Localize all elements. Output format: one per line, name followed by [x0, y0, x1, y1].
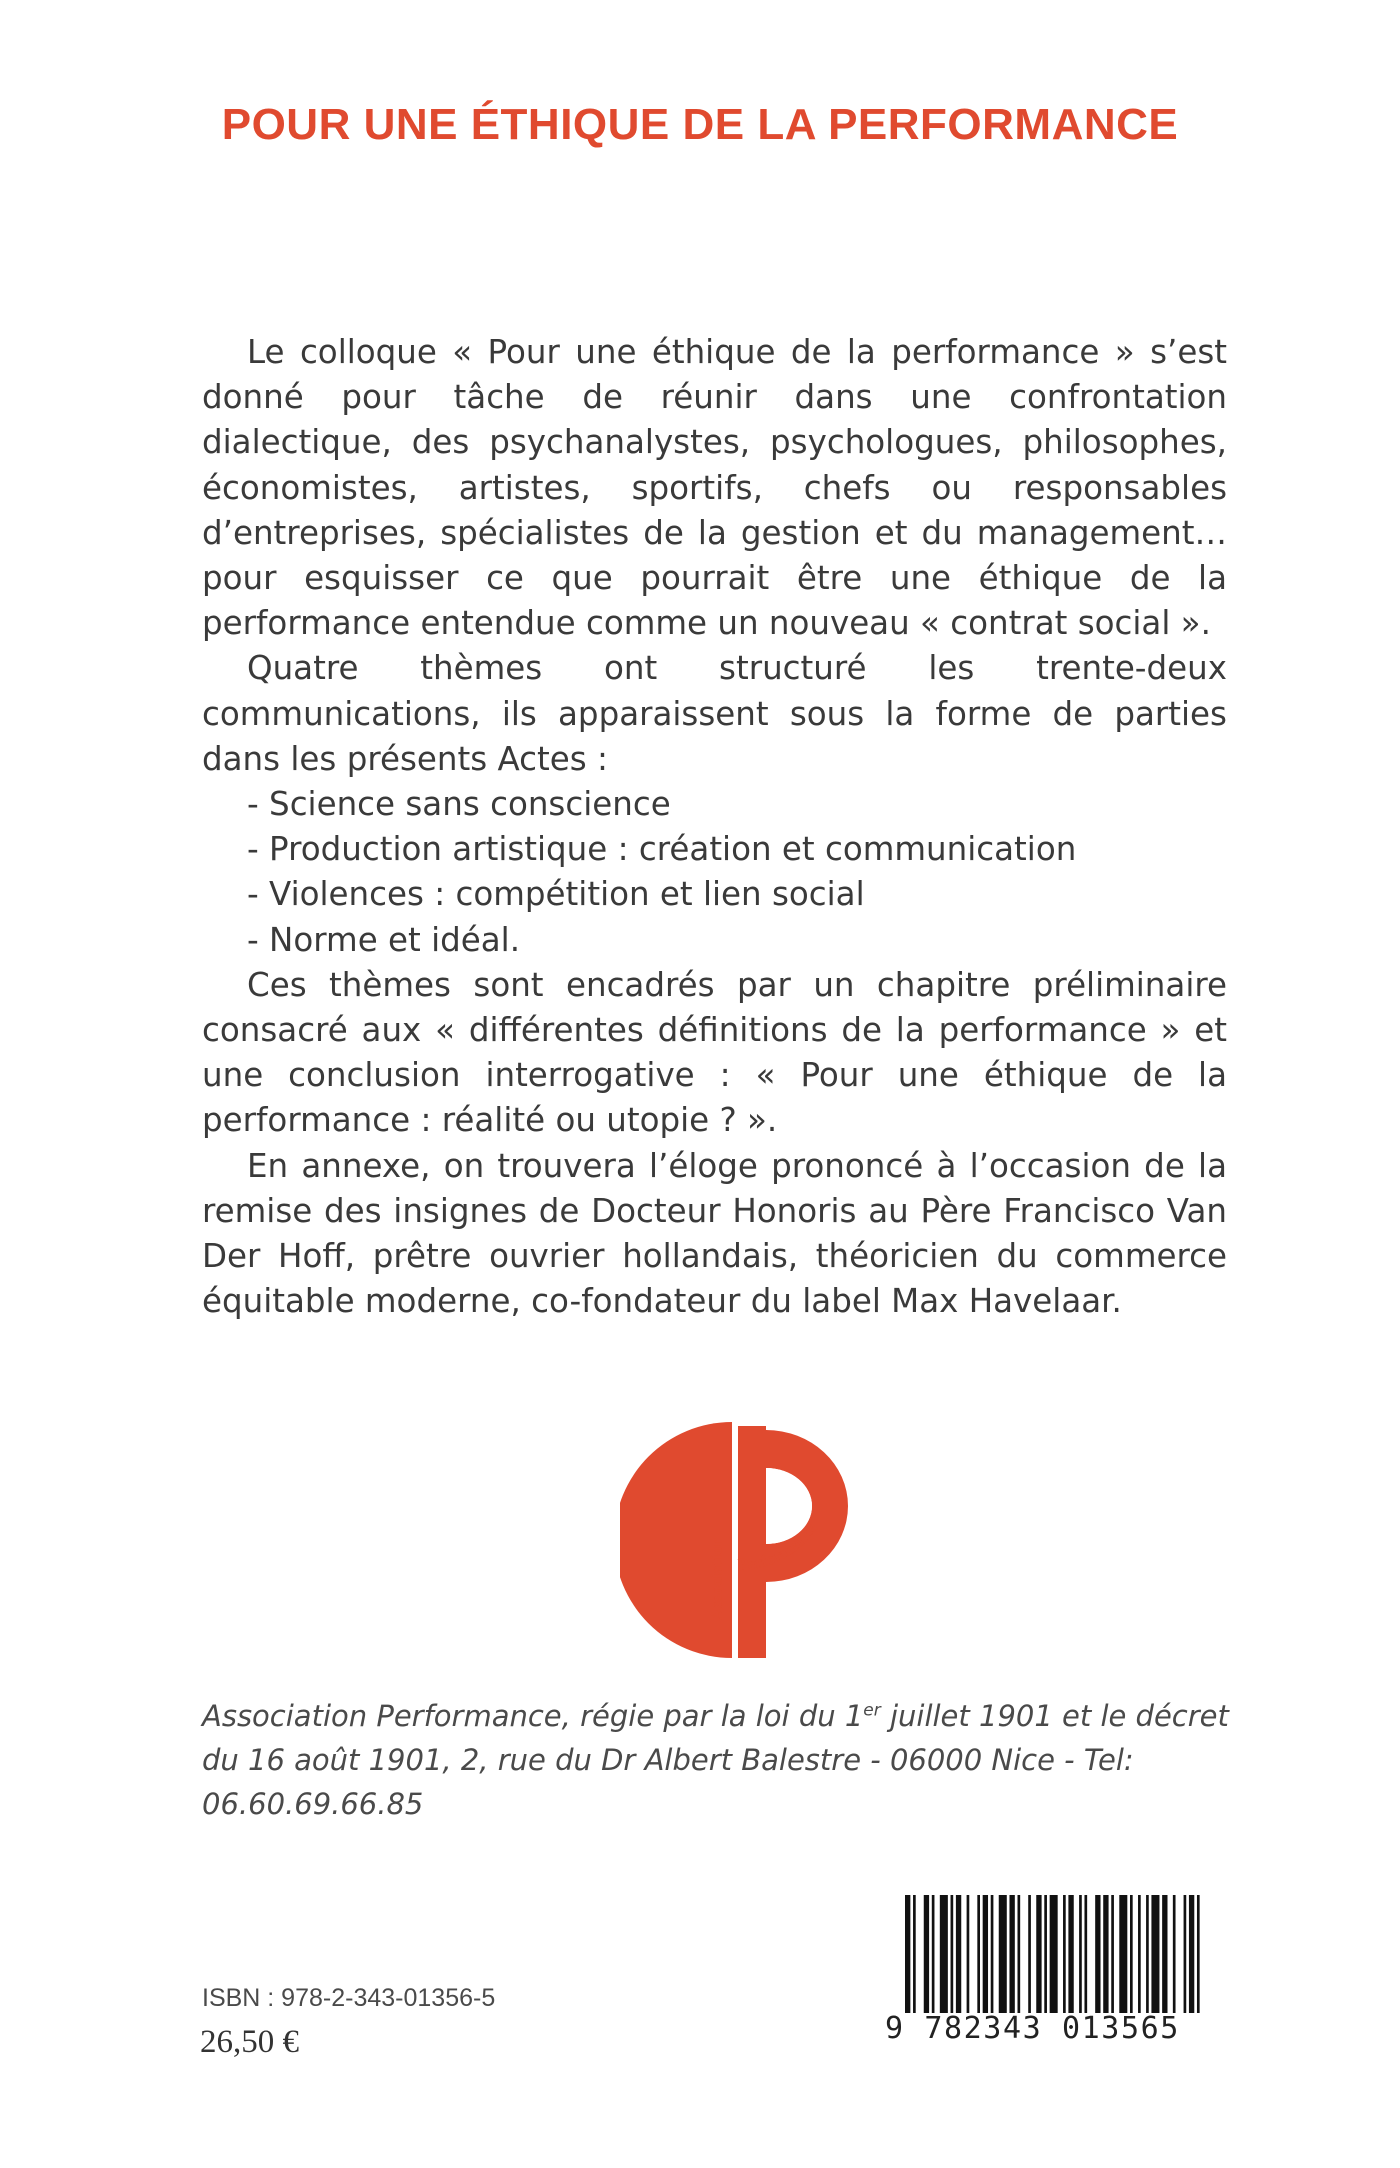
barcode-digits: 9 782343 013565 [885, 2011, 1180, 2046]
barcode-bar [1146, 1895, 1149, 2013]
barcode-bar [1173, 1895, 1176, 2013]
isbn-label: ISBN : 978-2-343-01356-5 [202, 1984, 496, 2012]
theme-item: - Norme et idéal. [247, 920, 521, 959]
logo-text-association: Association [707, 1536, 726, 1620]
barcode-bar [1111, 1895, 1114, 2013]
barcode-bar [1036, 1895, 1041, 2013]
barcode-bars [905, 1895, 1205, 2013]
barcode-bar [1197, 1895, 1200, 2013]
barcode-bar [999, 1895, 1007, 2013]
barcode-bar [991, 1895, 994, 2013]
theme-item: - Violences : compétition et lien social [247, 875, 865, 914]
barcode-bar [1095, 1895, 1100, 2013]
price-label: 26,50 € [200, 2024, 299, 2060]
barcode-bar [977, 1895, 980, 2013]
barcode-bar [1162, 1895, 1167, 2013]
association-performance-logo [620, 1420, 860, 1660]
barcode-bar [913, 1895, 916, 2013]
logo-text-performance-path: Performance [737, 1518, 822, 1575]
association-address-note [202, 1694, 1232, 1826]
back-cover-summary [202, 330, 1227, 1324]
barcode-bar [1044, 1895, 1047, 2013]
barcode-bar [1050, 1895, 1058, 2013]
barcode-bar [1138, 1895, 1141, 2013]
barcode [885, 1895, 1210, 2055]
barcode-bar [1063, 1895, 1066, 2013]
barcode-bar [1079, 1895, 1082, 2013]
paragraph-framing: Ces thèmes sont encadrés par un chapitre préliminaire consacré aux « différentes définitions de la performance » et une conclusion interrogative : « Pour une éthique de la performance : réalité ou utopie ? ». [202, 965, 1227, 1140]
barcode-bar [905, 1895, 910, 2013]
barcode-bar [1084, 1895, 1087, 2013]
barcode-bar [1009, 1895, 1014, 2013]
address-part-2: juillet 1901 et le décret du 16 août 1901, 2, rue du Dr Albert Balestre - 06000 Nice - Tel: 06.60.69.66.85 [202, 1699, 1229, 1821]
barcode-bar [1189, 1895, 1194, 2013]
barcode-bar [1130, 1895, 1133, 2013]
address-superscript: er [863, 1700, 881, 1721]
logo-p-stem [738, 1426, 766, 1658]
paragraph-intro: Le colloque « Pour une éthique de la performance » s’est donné pour tâche de réunir dans une confrontation dialectique, des psychanalystes, psychologues, philosophes, économistes, artistes, sportifs, chefs ou responsables d’entreprises, spécialistes de la gestion et du management… pour esquisser ce que pourrait être une éthique de la performance entendue comme un nouveau « contrat social ». [202, 333, 1227, 643]
theme-item: - Science sans conscience [247, 785, 671, 824]
theme-item: - Production artistique : création et communication [247, 830, 1077, 869]
barcode-bar [1151, 1895, 1159, 2013]
barcode-bar [951, 1895, 954, 2013]
address-part-1: Association Performance, régie par la loi du 1 [202, 1699, 864, 1733]
barcode-bar [1184, 1895, 1187, 2013]
paragraph-themes-intro: Quatre thèmes ont structuré les trente-deux communications, ils apparaissent sous la forme de parties dans les présents Actes : [202, 649, 1227, 778]
barcode-bar [1103, 1895, 1108, 2013]
barcode-bar [924, 1895, 929, 2013]
page-title: POUR UNE ÉTHIQUE DE LA PERFORMANCE [221, 100, 1179, 149]
barcode-bar [932, 1895, 935, 2013]
barcode-bar [983, 1895, 988, 2013]
barcode-bar [940, 1895, 948, 2013]
barcode-bar [1028, 1895, 1031, 2013]
barcode-bar [967, 1895, 970, 2013]
paragraph-annex: En annexe, on trouvera l’éloge prononcé à l’occasion de la remise des insignes de Docteur Honoris au Père Francisco Van Der Hoff, prêtre ouvrier hollandais, théoricien du commerce équitable moderne, co-fondateur du label Max Havelaar. [202, 1146, 1227, 1321]
barcode-bar [1119, 1895, 1127, 2013]
barcode-bar [956, 1895, 961, 2013]
barcode-bar [1068, 1895, 1073, 2013]
barcode-bar [1018, 1895, 1021, 2013]
themes-list [202, 782, 1227, 963]
